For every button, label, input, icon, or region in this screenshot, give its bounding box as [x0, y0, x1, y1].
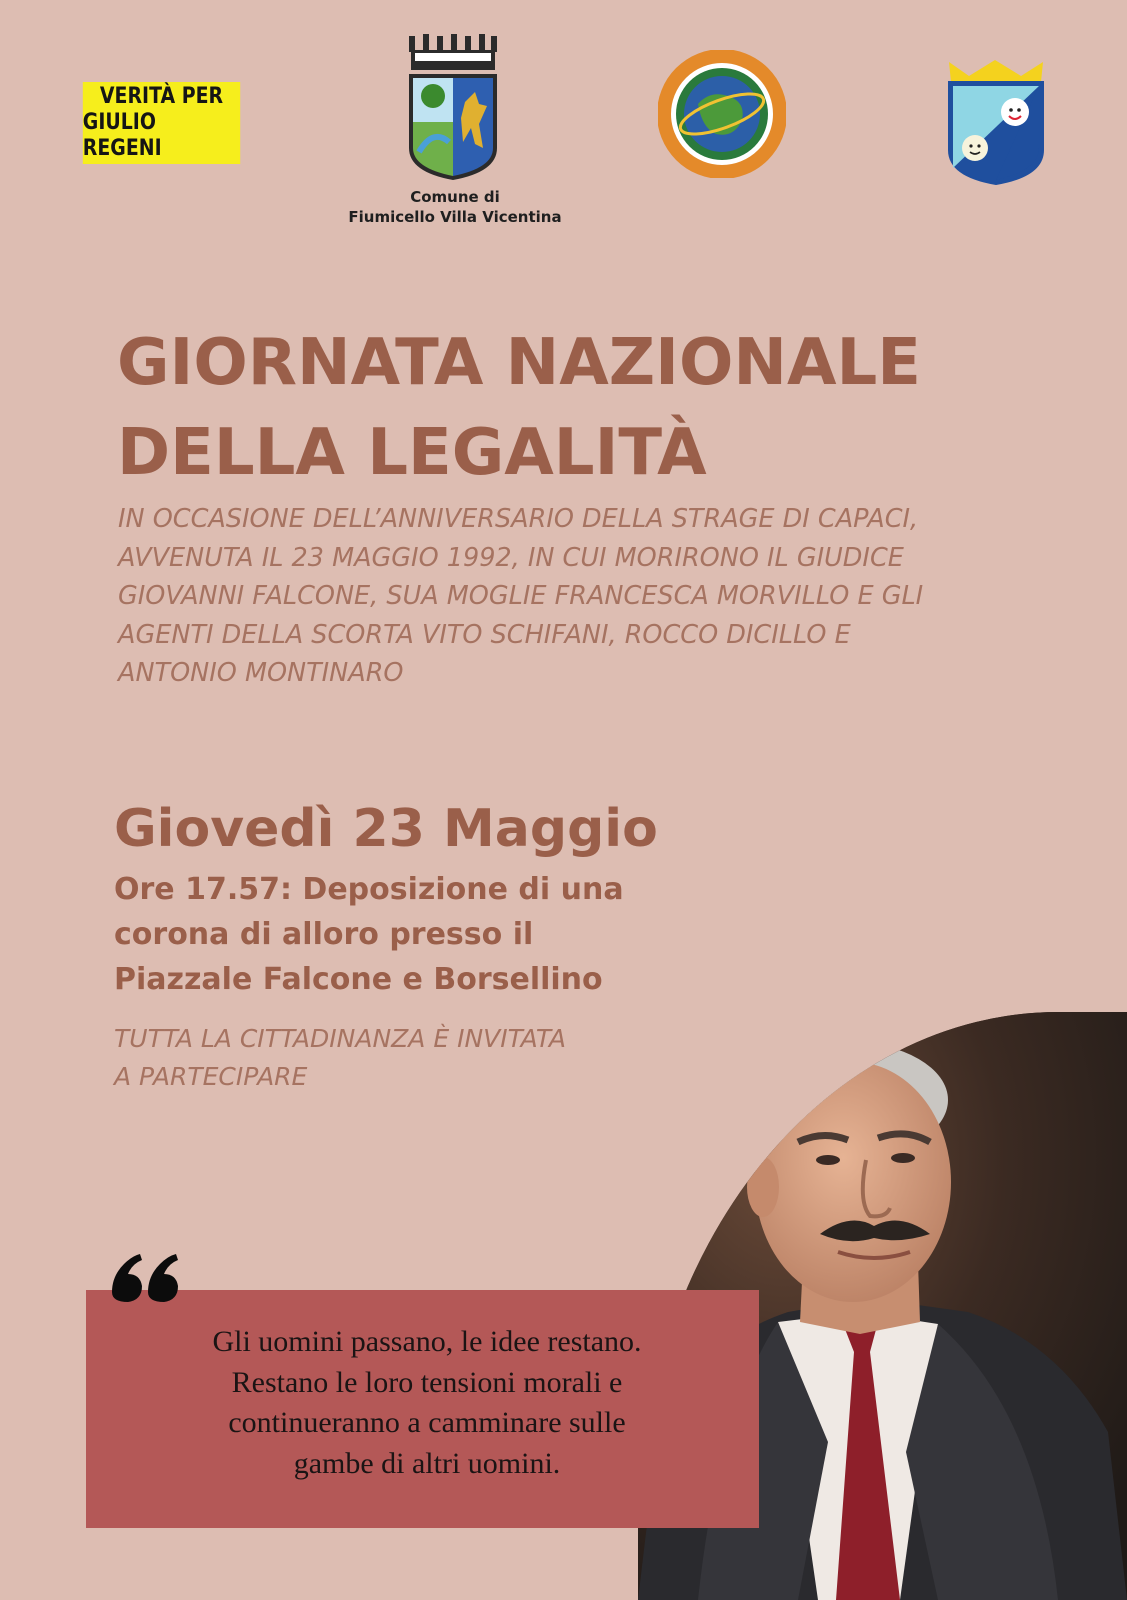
page-title [117, 318, 1077, 498]
comune-line1: Comune di [410, 188, 500, 206]
regeni-logo [83, 82, 240, 164]
consiglio-comunale-ragazzi-logo-icon [945, 58, 1047, 186]
invite-line1: TUTTA LA CITTADINANZA È INVITATA [114, 1024, 566, 1053]
quote-line: continueranno a camminare sulle [228, 1406, 626, 1439]
comune-label [330, 187, 580, 227]
comune-crest-icon [405, 32, 501, 182]
comune-line2: Fiumicello Villa Vicentina [348, 208, 562, 226]
title-line2: DELLA LEGALITÀ [117, 416, 707, 490]
subtitle-line: AGENTI DELLA SCORTA VITO SCHIFANI, ROCCO DICILLO E [118, 619, 851, 650]
quote-line: Gli uomini passano, le idee restano. [212, 1325, 642, 1358]
event-line: Piazzale Falcone e Borsellino [114, 962, 603, 997]
subtitle-paragraph [118, 500, 1048, 693]
subtitle-line: ANTONIO MONTINARO [118, 658, 404, 688]
marcia-mondiale-logo-icon [658, 50, 786, 178]
quote-line: Restano le loro tensioni morali e [231, 1365, 623, 1399]
quote-text [112, 1322, 742, 1484]
regeni-line1: VERITÀ PER [99, 84, 224, 109]
title-line1: GIORNATA NAZIONALE [117, 326, 921, 400]
invitation-text [114, 1020, 714, 1096]
event-line: Ore 17.57: Deposizione di una [114, 872, 624, 907]
regeni-line2: GIULIO REGENI [82, 110, 162, 161]
event-line: corona di alloro presso il [114, 917, 534, 952]
subtitle-line: IN OCCASIONE DELL’ANNIVERSARIO DELLA STRAGE DI CAPACI, [118, 504, 919, 534]
event-date: Giovedì 23 Maggio [114, 799, 658, 859]
event-description [114, 867, 714, 1002]
quote-line: gambe di altri uomini. [293, 1446, 561, 1480]
invite-line2: A PARTECIPARE [114, 1062, 308, 1091]
subtitle-line: GIOVANNI FALCONE, SUA MOGLIE FRANCESCA MORVILLO E GLI [118, 581, 924, 611]
quote-mark-icon [110, 1248, 180, 1308]
subtitle-line: AVVENUTA IL 23 MAGGIO 1992, IN CUI MORIRONO IL GIUDICE [118, 542, 904, 573]
